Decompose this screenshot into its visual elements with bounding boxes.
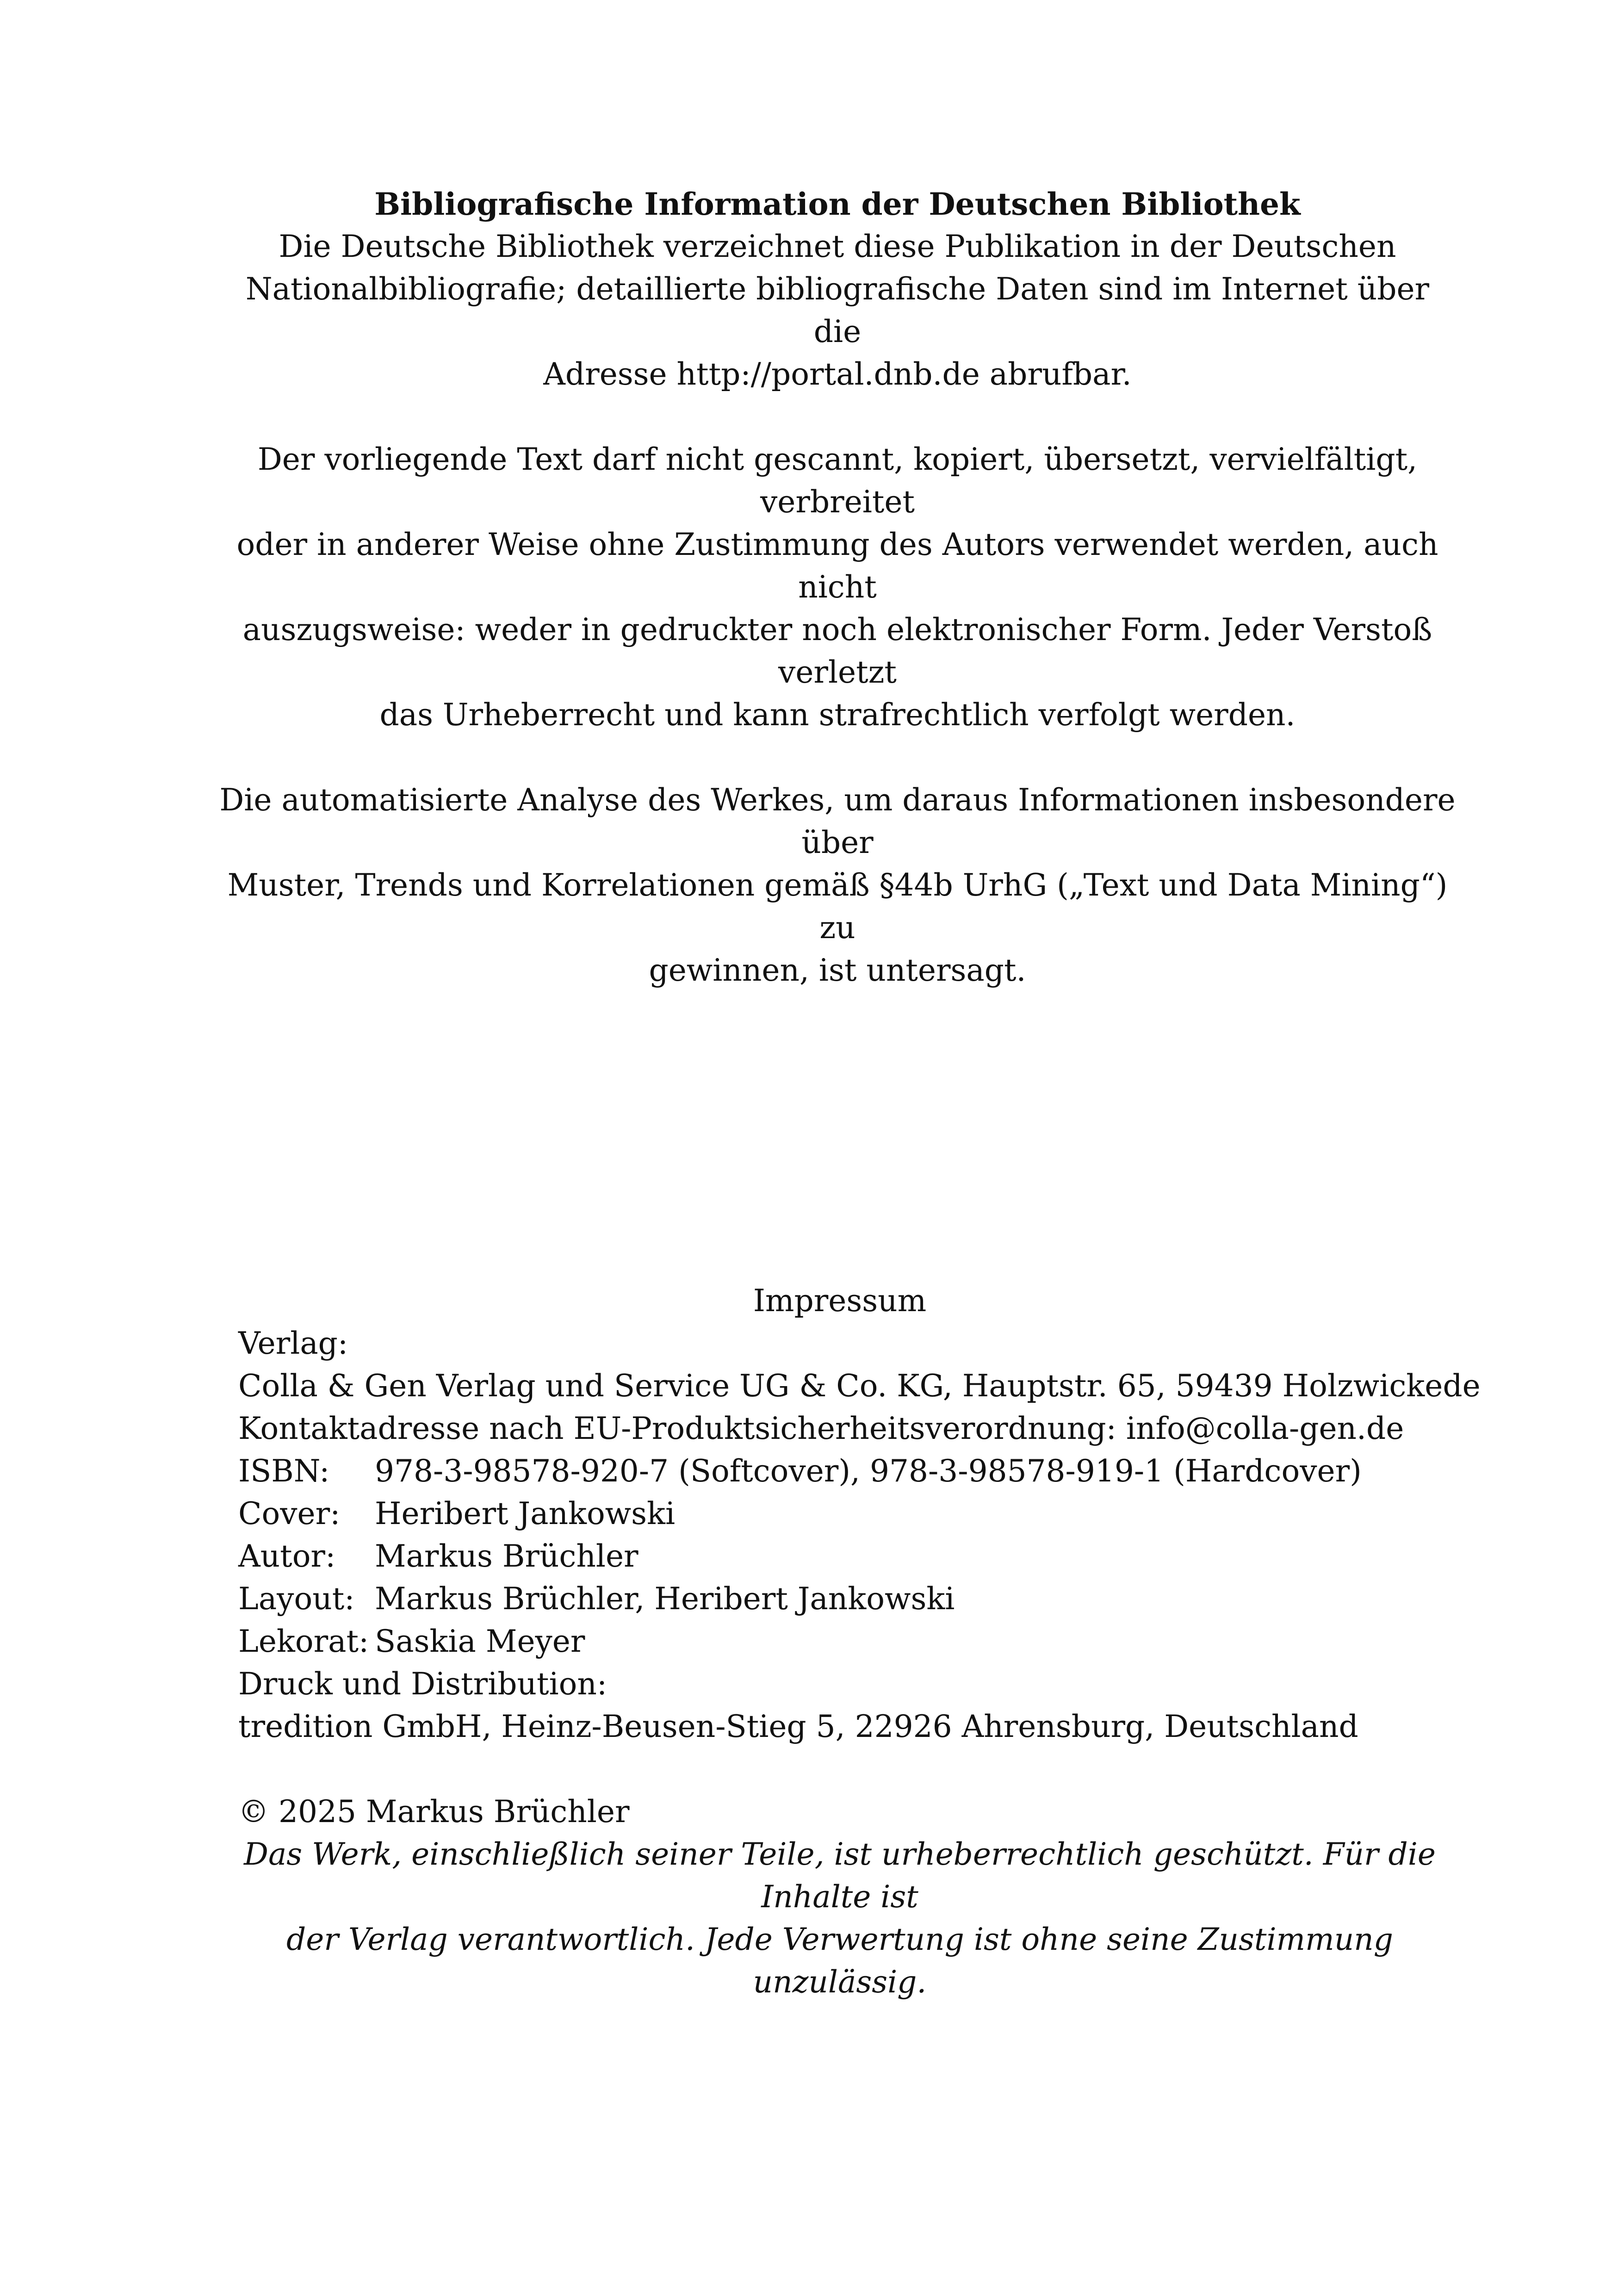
impressum-block xyxy=(238,1280,1481,2004)
print-label: Druck und Distribution: xyxy=(238,1666,608,1702)
editor-value: Saskia Meyer xyxy=(375,1624,585,1659)
paragraph-spacer xyxy=(217,736,1457,779)
impressum-title: Impressum xyxy=(753,1283,927,1319)
copy-notice-line: Der vorliegende Text darf nicht gescannt, kopiert, übersetzt, vervielfältigt, verbreitet xyxy=(257,442,1418,520)
tdm-notice-line: gewinnen, ist untersagt. xyxy=(649,952,1026,988)
copy-notice-line: das Urheberrecht und kann strafrechtlich verfolgt werden. xyxy=(379,697,1296,733)
dnb-paragraph-line: Die Deutsche Bibliothek verzeichnet diese Publikation in der Deutschen xyxy=(279,229,1396,264)
author-row xyxy=(238,1535,1441,1578)
tdm-notice-line: Die automatisierte Analyse des Werkes, um daraus Informationen insbesondere über xyxy=(219,782,1456,860)
dnb-paragraph-line: Nationalbibliografie; detaillierte bibliografische Daten sind im Internet über die xyxy=(245,271,1430,349)
rights-notice-line: der Verlag verantwortlich. Jede Verwertung ist ohne seine Zustimmung unzulässig. xyxy=(286,1922,1393,2000)
copy-notice-line: auszugsweise: weder in gedruckter noch elektronischer Form. Jeder Verstoß verletzt xyxy=(242,612,1432,690)
rights-notice-line: Das Werk, einschließlich seiner Teile, ist urheberrechtlich geschützt. Für die Inhalte ist xyxy=(244,1836,1436,1915)
isbn-value: 978-3-98578-920-7 (Softcover), 978-3-98578-919-1 (Hardcover) xyxy=(375,1453,1362,1489)
paragraph-spacer xyxy=(238,1748,1441,1791)
author-label: Autor: xyxy=(238,1538,336,1574)
cover-row xyxy=(238,1493,1441,1535)
isbn-label: ISBN: xyxy=(238,1453,330,1489)
editor-label: Lekorat: xyxy=(238,1624,369,1659)
layout-label: Layout: xyxy=(238,1581,355,1617)
cover-value: Heribert Jankowski xyxy=(375,1496,676,1531)
copy-notice-line: oder in anderer Weise ohne Zustimmung des Autors verwendet werden, auch nicht xyxy=(236,527,1438,605)
layout-value: Markus Brüchler, Heribert Jankowski xyxy=(375,1581,955,1617)
publisher-address: Colla & Gen Verlag und Service UG & Co. KG, Hauptstr. 65, 59439 Holzwickede xyxy=(238,1368,1481,1404)
contact-address: Kontaktadresse nach EU-Produktsicherheitsverordnung: info@colla-gen.de xyxy=(238,1411,1404,1446)
editor-row xyxy=(238,1620,1441,1663)
author-value: Markus Brüchler xyxy=(375,1538,639,1574)
isbn-row xyxy=(238,1450,1441,1493)
dnb-paragraph-line: Adresse http://portal.dnb.de abrufbar. xyxy=(543,356,1132,392)
bibliographic-info-block xyxy=(217,183,1457,992)
publisher-label: Verlag: xyxy=(238,1325,348,1361)
tdm-notice-line: Muster, Trends und Korrelationen gemäß §44b UrhG („Text und Data Mining“) zu xyxy=(227,867,1448,946)
bibliographic-heading: Bibliografische Information der Deutschen Bibliothek xyxy=(374,186,1301,222)
layout-row xyxy=(238,1578,1441,1620)
cover-label: Cover: xyxy=(238,1496,341,1531)
printer-address: tredition GmbH, Heinz-Beusen-Stieg 5, 22926 Ahrensburg, Deutschland xyxy=(238,1709,1358,1744)
copyright-line: © 2025 Markus Brüchler xyxy=(238,1794,630,1829)
paragraph-spacer xyxy=(217,396,1457,438)
